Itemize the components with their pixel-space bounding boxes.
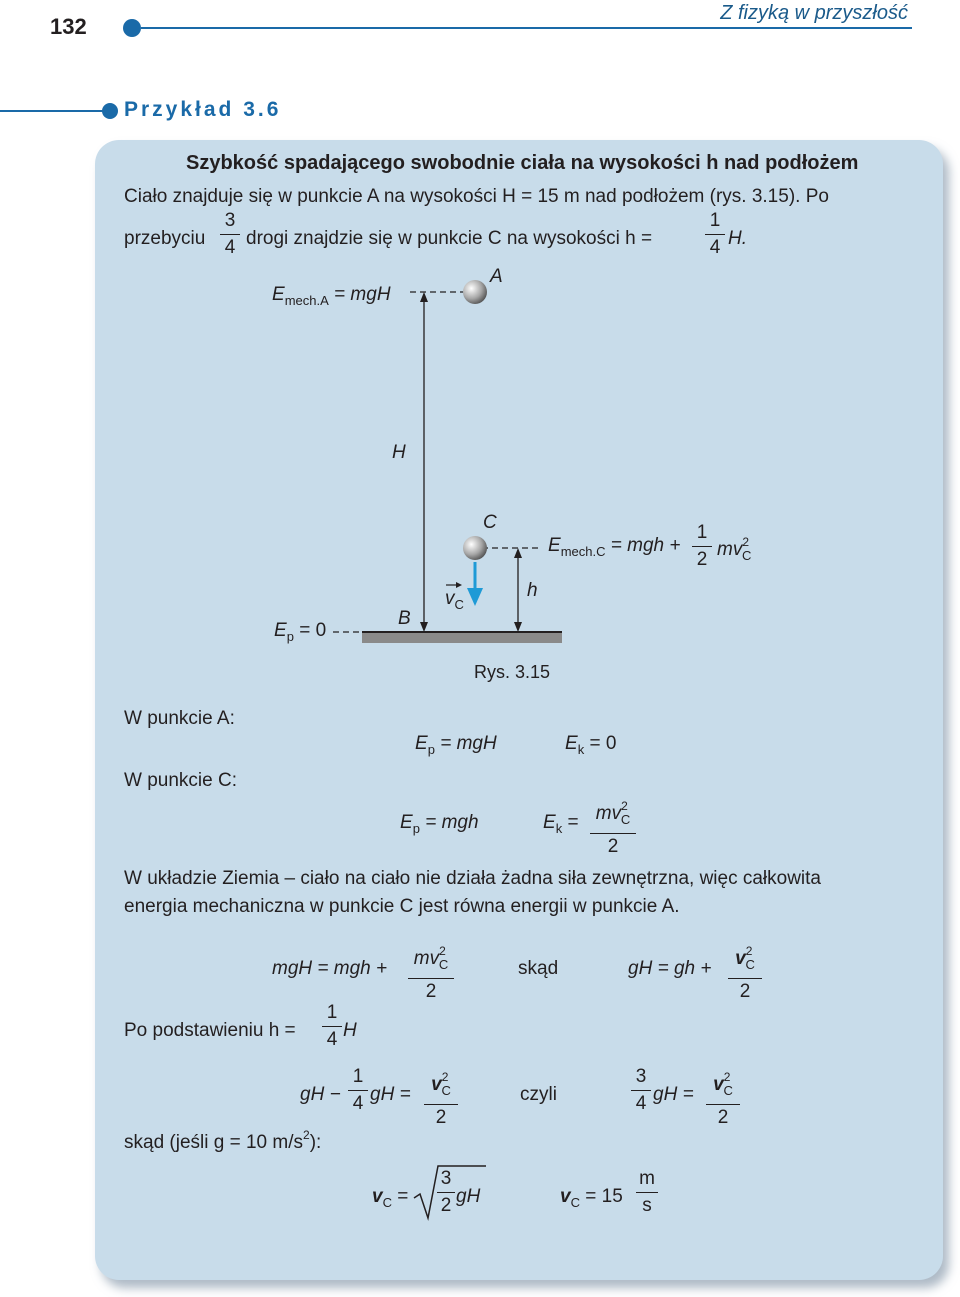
eq3-b: gH = bbox=[370, 1084, 411, 1105]
label-C: C bbox=[483, 512, 497, 533]
eq2-left: gH = gh + bbox=[628, 958, 712, 979]
emech-c-tail: $mv^2_C$ bbox=[717, 535, 752, 563]
eq2-fraction: $v^2_C$ 2 bbox=[728, 940, 762, 1003]
point-a-ek: $E_k = 0$ bbox=[565, 733, 617, 757]
label-h: h bbox=[527, 580, 538, 601]
label-vc: $v_C$ bbox=[445, 588, 464, 612]
emech-c: $E_{mech.C}$ = mgh + bbox=[548, 535, 681, 559]
ball-at-A bbox=[463, 280, 487, 304]
eq4-fraction-2: $v^2_C$ 2 bbox=[706, 1066, 740, 1129]
point-a-label: W punkcie A: bbox=[124, 708, 235, 729]
arrow-down-icon bbox=[420, 622, 428, 632]
problem-line-1: Ciało znajduje się w punkcie A na wysokości H = 15 m nad podłożem (rys. 3.15). Po bbox=[124, 186, 829, 207]
result-1-left: $v_C$ = bbox=[372, 1186, 409, 1210]
explanation-line-1: W układzie Ziemia – ciało na ciało nie działa żadna siła zewnętrzna, więc całkowita bbox=[124, 868, 821, 889]
explanation-line-2: energia mechaniczna w punkcie C jest równa energii w punkcie A. bbox=[124, 896, 680, 917]
fraction-three-quarters: 3 4 bbox=[220, 210, 240, 259]
skad-word: skąd bbox=[518, 958, 559, 979]
point-c-ep: $E_p$ = mgh bbox=[400, 812, 479, 836]
point-c-ek: $E_k$ = bbox=[543, 812, 579, 836]
point-c-ek-fraction: $mv^2_C$ 2 bbox=[590, 795, 636, 858]
emech-a: $E_{mech.A}$ = mgH bbox=[272, 284, 391, 308]
eq3-fraction-2: $v^2_C$ 2 bbox=[424, 1066, 458, 1129]
example-label: Przykład 3.6 bbox=[124, 98, 282, 121]
subst-label: Po podstawieniu h = bbox=[124, 1020, 296, 1041]
czyli-word: czyli bbox=[520, 1084, 557, 1105]
eq3-fraction: 1 4 bbox=[348, 1066, 368, 1115]
subst-tail: H bbox=[343, 1020, 357, 1041]
problem-line-2b: drogi znajdzie się w punkcie C na wysokości h = bbox=[246, 228, 653, 249]
emech-c-fraction: 1 2 bbox=[692, 522, 712, 571]
point-a-ep: $E_p$ = mgH bbox=[415, 733, 497, 757]
problem-title: Szybkość spadającego swobodnie ciała na wysokości h nad podłożem bbox=[186, 152, 859, 174]
page-number: 132 bbox=[50, 14, 87, 39]
label-B: B bbox=[398, 608, 411, 629]
skad-g-label: skąd (jeśli g = 10 $m/s^2$): bbox=[124, 1128, 322, 1153]
eq4-b: gH = bbox=[653, 1084, 694, 1105]
velocity-arrow-head-icon bbox=[467, 588, 483, 606]
result-2-fraction: m s bbox=[636, 1168, 658, 1217]
fraction-one-quarter: 1 4 bbox=[705, 210, 725, 259]
point-c-label: W punkcie C: bbox=[124, 770, 237, 791]
arrow-up-icon bbox=[420, 292, 428, 302]
label-H: H bbox=[392, 442, 406, 463]
running-title: Z fizyką w przyszłość bbox=[720, 2, 908, 24]
subst-fraction: 1 4 bbox=[322, 1002, 342, 1051]
problem-line-2c: H. bbox=[728, 228, 747, 249]
ep-zero: $E_p = 0$ bbox=[274, 620, 327, 644]
eq1-fraction: $mv^2_C$ 2 bbox=[408, 940, 454, 1003]
ball-at-C bbox=[463, 536, 487, 560]
eq3-a: gH − bbox=[300, 1084, 341, 1105]
result-1-fraction: 3 2 bbox=[437, 1168, 455, 1217]
figure-caption: Rys. 3.15 bbox=[474, 662, 551, 682]
result-1-tail: gH bbox=[456, 1186, 481, 1207]
eq1-left: mgH = mgh + bbox=[272, 958, 388, 979]
label-A: A bbox=[490, 266, 503, 287]
problem-line-2a: przebyciu bbox=[124, 228, 206, 249]
result-2-left: $v_C = 15$ bbox=[560, 1186, 623, 1210]
ground bbox=[362, 632, 562, 643]
eq4-fraction: 3 4 bbox=[631, 1066, 651, 1115]
